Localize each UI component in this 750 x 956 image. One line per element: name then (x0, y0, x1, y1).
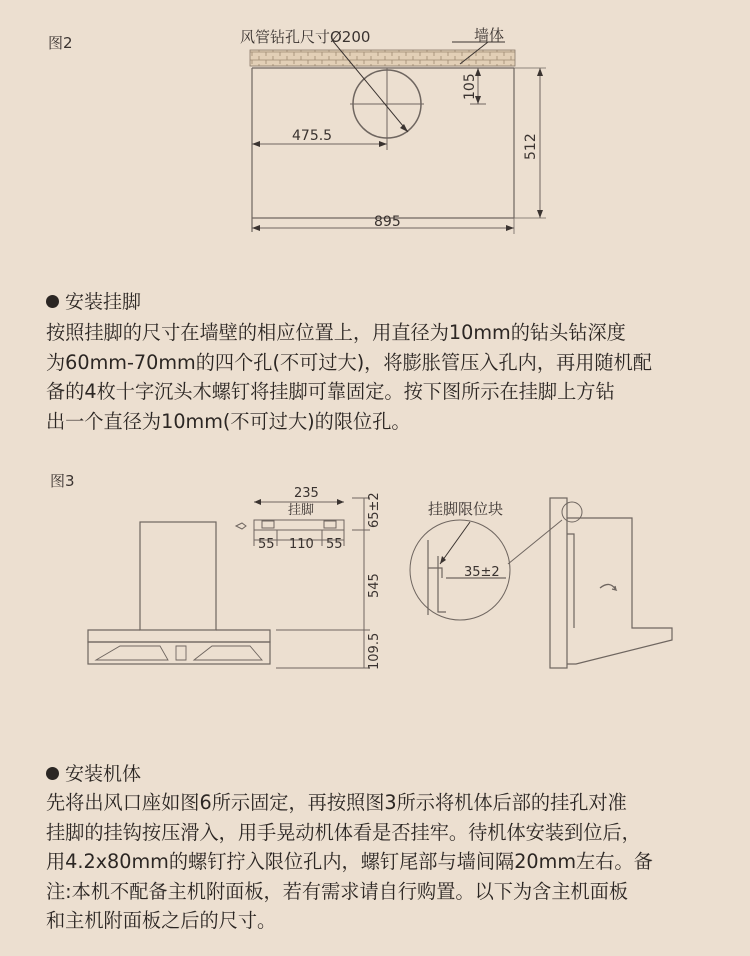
figure3-label: 图3 (50, 472, 75, 490)
dim-65: 65±2 (367, 492, 382, 528)
dim-35: 35±2 (464, 565, 500, 580)
duct-hole-label: 风管钻孔尺寸Ø200 (240, 28, 371, 46)
paragraph-line: 挂脚的挂钩按压滑入，用手晃动机体看是否挂牢。待机体安装到位后， (46, 820, 641, 844)
dim-105: 105 (462, 73, 478, 100)
paragraph-line: 备的4枚十字沉头木螺钉将挂脚可靠固定。按下图所示在挂脚上方钻 (46, 380, 615, 403)
side-view (410, 498, 672, 668)
dim-55-left: 55 (258, 537, 275, 552)
hood-front-view (88, 522, 270, 664)
bullet-icon (46, 767, 59, 780)
dim-895: 895 (374, 214, 401, 230)
rotate-arrow-icon (600, 584, 616, 590)
paragraph-line: 先将出风口座如图6所示固定，再按照图3所示将机体后部的挂孔对准 (46, 791, 627, 814)
dim-475-5: 475.5 (292, 128, 333, 144)
detail-marker-circle (562, 502, 582, 522)
limit-block-label: 挂脚限位块 (428, 500, 504, 518)
figure2-label: 图2 (48, 34, 73, 52)
wall-label: 墙体 (474, 26, 505, 44)
body-section-paragraph (46, 788, 716, 936)
dim-55-right: 55 (326, 537, 343, 552)
paragraph-line: 用4.2x80mm的螺钉拧入限位孔内，螺钉尾部与墙间隔20mm左右。备 (46, 850, 653, 873)
height-dimension (276, 498, 370, 668)
limit-block-leader (440, 522, 470, 564)
paragraph-line: 为60mm-70mm的四个孔(不可过大)，将膨胀管压入孔内，再用随机配 (46, 350, 652, 374)
bracket-section-heading: 安装挂脚 (46, 288, 141, 316)
paragraph-line: 按照挂脚的尺寸在墙壁的相应位置上，用直径为10mm的钻头钻深度 (46, 321, 626, 344)
dim-109-5: 109.5 (367, 632, 382, 670)
paragraph-line: 和主机附面板之后的尺寸。 (46, 909, 277, 932)
screw-icon (236, 523, 246, 529)
dim-512: 512 (523, 133, 539, 160)
dim-545: 545 (367, 573, 382, 598)
paragraph-line: 注:本机不配备主机附面板，若有需求请自行购置。以下为含主机面板 (46, 879, 629, 903)
paragraph-line: 出一个直径为10mm(不可过大)的限位孔。 (46, 409, 411, 433)
dim-235: 235 (294, 486, 319, 501)
body-section-heading: 安装机体 (46, 760, 141, 788)
dim-110: 110 (289, 537, 314, 552)
bracket-label: 挂脚 (288, 503, 315, 518)
